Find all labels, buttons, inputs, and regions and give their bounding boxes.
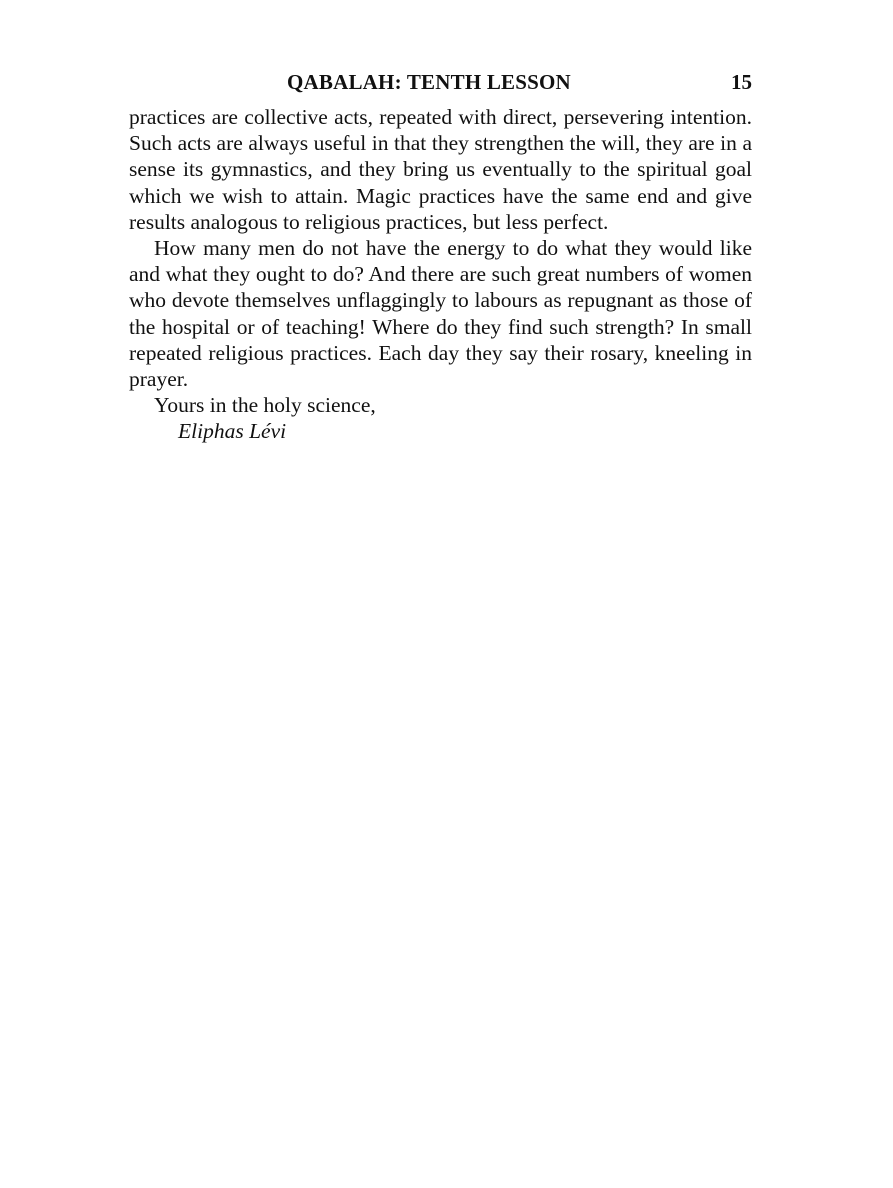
running-head	[129, 70, 752, 98]
paragraph: How many men do not have the energy to do what they would like and what they ought to do? And there are such great numbers of women who devote themselves unflaggingly to labours as repugnant as those of the hospital or of teaching! Where do they find such strength? In small repeated religious practices. Each day they say their rosary, kneeling in prayer.	[129, 236, 752, 392]
running-title: QABALAH: TENTH LESSON	[287, 70, 571, 94]
closing-salutation: Yours in the holy science,	[154, 393, 376, 418]
paragraph-continued: practices are collective acts, repeated with direct, persevering intention. Such acts are always useful in that they strengthen the will, they are in a sense its gymnastics, and they bring us eventually to the spiritual goal which we wish to attain. Magic practices have the same end and give results analogous to religious practices, but less perfect.	[129, 105, 752, 234]
body-text	[129, 104, 752, 445]
page-number: 15	[731, 70, 752, 94]
signature: Eliphas Lévi	[178, 419, 287, 444]
